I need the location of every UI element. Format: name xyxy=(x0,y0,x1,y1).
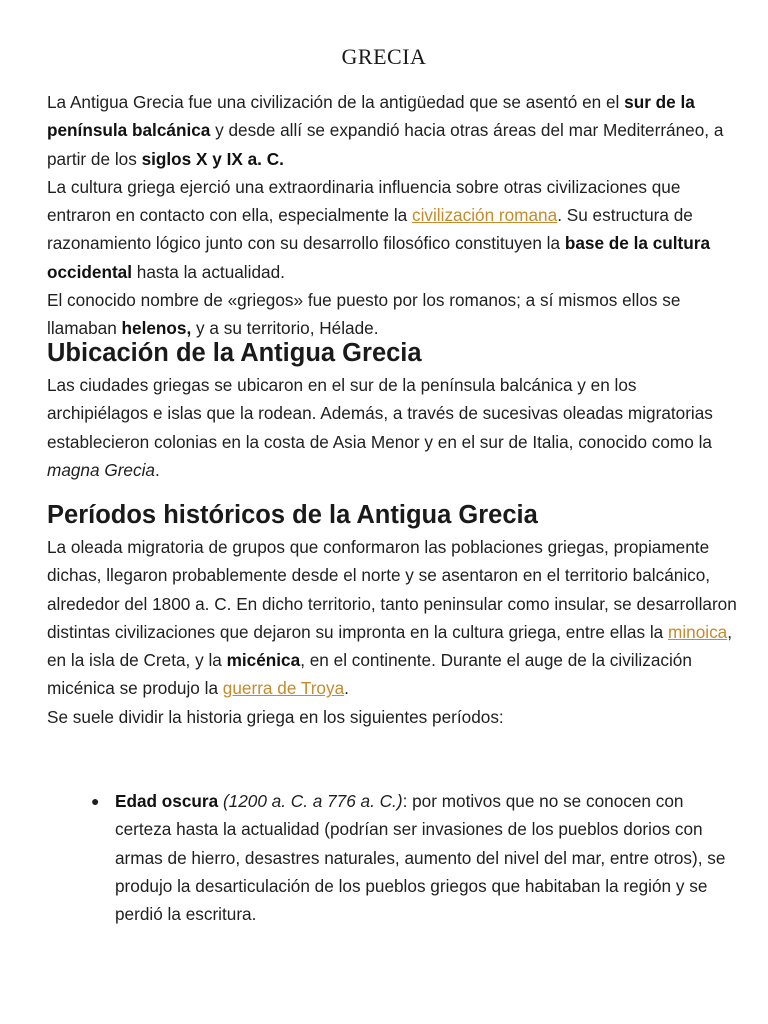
periodos-list xyxy=(47,787,737,928)
link-guerra-de-troya[interactable]: guerra de Troya xyxy=(222,678,345,699)
intro-bold-peninsula: sur de la península balcánica xyxy=(47,92,695,141)
link-minoica[interactable]: minoica xyxy=(668,621,728,642)
periodos-bold-micenica: micénica xyxy=(226,650,301,671)
link-civilizacion-romana[interactable]: civilización romana xyxy=(411,205,558,226)
intro-section xyxy=(47,88,737,343)
periodos-text: , en la isla de Creta, y la xyxy=(47,621,733,671)
period-name: Edad oscura xyxy=(115,791,219,811)
intro-paragraph-3 xyxy=(47,286,737,343)
intro-bold-siglos: siglos X y IX a. C. xyxy=(141,148,284,169)
periodos-text: La oleada migratoria de grupos que conformaron las poblaciones griegas, propiamente dichas, llegaron probablemente desde el norte y se asentaron en el territorio balcánico, alrededor del 1800 a. C. En dicho territorio, tanto peninsular como insular, se desarrollaron distintas civilizaciones que dejaron su impronta en la cultura griega, entre ellas la xyxy=(47,537,737,642)
periodos-intro-list: Se suele dividir la historia griega en los siguientes períodos: xyxy=(47,706,504,727)
intro-bold-base-cultura: base de la cultura occidental xyxy=(47,233,711,282)
intro-text: La Antigua Grecia fue una civilización de la antigüedad que se asentó en el xyxy=(47,92,625,112)
ubicacion-text: Las ciudades griegas se ubicaron en el sur de la península balcánica y en los archipiélagos e islas que la rodean. Además, a través de sucesivas oleadas migratorias establecieron colonias en la costa de Asia Menor y en el sur de Italia, conocido como la xyxy=(47,375,713,452)
intro-bold-helenos: helenos, xyxy=(121,318,192,339)
bullet-icon: ● xyxy=(91,793,100,809)
list-item xyxy=(47,787,737,928)
intro-paragraph-2 xyxy=(47,173,737,286)
intro-text: hasta la actualidad. xyxy=(132,261,285,282)
period-dates: (1200 a. C. a 776 a. C.) xyxy=(218,791,403,811)
heading-periodos: Períodos históricos de la Antigua Grecia xyxy=(47,501,538,529)
document-title: GRECIA xyxy=(341,44,427,69)
intro-text: y desde allí se expandió hacia otras áreas del mar Mediterráneo, a partir de los xyxy=(47,120,724,169)
intro-text: El conocido nombre de «griegos» fue puesto por los romanos; a sí mismos ellos se llamaban xyxy=(47,290,681,339)
period-description: : por motivos que no se conocen con certeza hasta la actualidad (podrían ser invasiones de los pueblos dorios con armas de hierro, desastres naturales, aumento del nivel del mar, entre otros), se produjo la desarticulación de los pueblos griegos que habitaban la región y se perdió la escritura. xyxy=(115,791,726,925)
intro-text: y a su territorio, Hélade. xyxy=(191,318,379,339)
ubicacion-emphasis: magna Grecia xyxy=(47,459,155,480)
periodos-text: . xyxy=(344,678,349,699)
heading-ubicacion: Ubicación de la Antigua Grecia xyxy=(47,339,422,367)
ubicacion-paragraph xyxy=(47,371,737,484)
periodos-text: , en el continente. Durante el auge de la civilización micénica se produjo la xyxy=(47,650,692,699)
intro-text: . Su estructura de razonamiento lógico junto con su desarrollo filosófico constituyen la xyxy=(47,205,693,254)
periodos-section xyxy=(47,533,737,731)
ubicacion-text: . xyxy=(154,459,160,480)
intro-text: La cultura griega ejerció una extraordinaria influencia sobre otras civilizaciones que entraron en contacto con ella, especialmente la xyxy=(47,176,681,226)
